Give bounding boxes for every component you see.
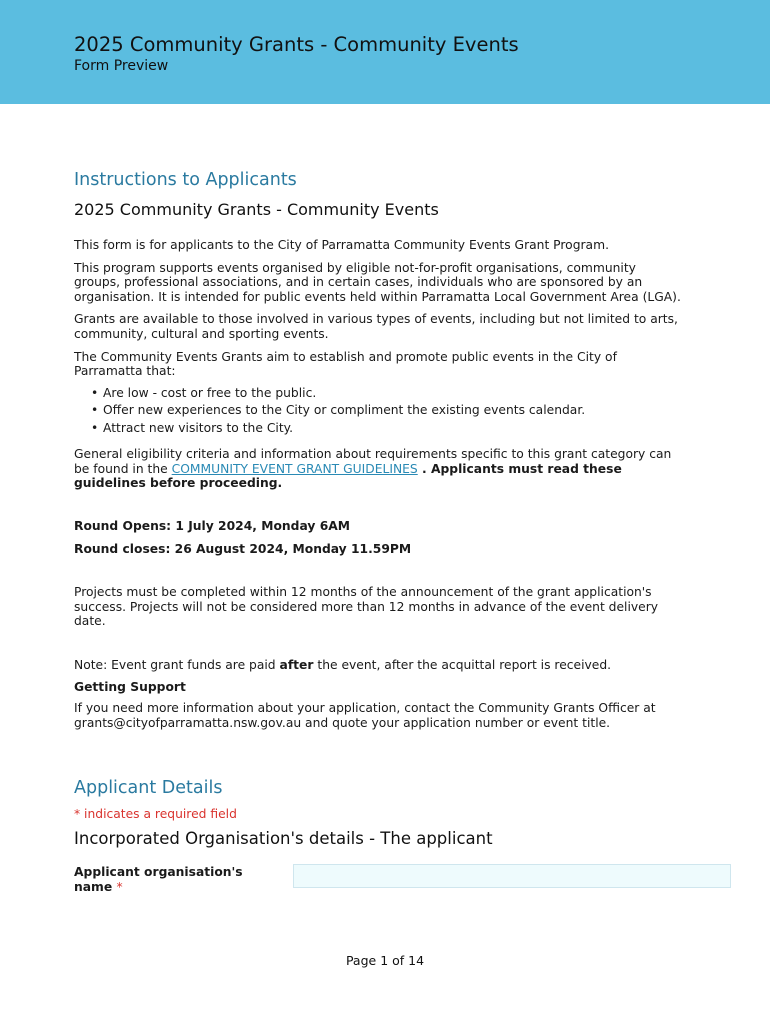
org-name-label: Applicant organisation's name * [74, 865, 243, 894]
header-band [0, 0, 770, 104]
form-subtitle: Form Preview [74, 58, 169, 74]
bullet-icon: • [91, 385, 99, 400]
instructions-para-2: This program supports events organised by eligible not-for-profit organisations, community groups, professional associations, and in certain cases, individuals who are sponsored by an organisation. It is intended for public events held within Parramatta Local Government Area (LGA). [74, 260, 681, 304]
org-name-row [74, 865, 684, 897]
applicant-heading: Applicant Details [74, 778, 223, 799]
instructions-para-1: This form is for applicants to the City of Parramatta Community Events Grant Program. [74, 238, 609, 252]
list-item: • Offer new experiences to the City or compliment the existing events calendar. [74, 402, 684, 420]
support-heading: Getting Support [74, 679, 186, 694]
projects-para: Projects must be completed within 12 months of the announcement of the grant application's success. Projects will not be considered more than 12 months in advance of the event delivery date. [74, 585, 659, 629]
bullet-icon: • [91, 420, 99, 435]
instructions-heading: Instructions to Applicants [74, 170, 297, 190]
incorporated-org-heading: Incorporated Organisation's details - The applicant [74, 829, 493, 849]
form-content [74, 170, 684, 897]
bullet-icon: • [91, 403, 99, 418]
round-closes: Round closes: 26 August 2024, Monday 11.59PM [74, 541, 412, 556]
guidelines-warning: . Applicants must read these guidelines before proceeding. [74, 461, 622, 491]
round-opens: Round Opens: 1 July 2024, Monday 6AM [74, 519, 351, 534]
instructions-para-4: The Community Events Grants aim to establish and promote public events in the City of Parramatta that: [74, 349, 617, 379]
aims-list [74, 385, 684, 438]
org-name-input[interactable] [293, 864, 731, 888]
note-para: Note: Event grant funds are paid after the event, after the acquittal report is received. [74, 658, 612, 672]
required-star: * [116, 879, 123, 894]
list-item: • Attract new visitors to the City. [74, 420, 684, 438]
list-item: • Are low - cost or free to the public. [74, 385, 684, 403]
form-title: 2025 Community Grants - Community Events [74, 33, 519, 56]
required-note: * indicates a required field [74, 807, 237, 822]
instructions-subheading: 2025 Community Grants - Community Events [74, 200, 439, 219]
support-text: If you need more information about your application, contact the Community Grants Officer at grants@cityofparramatta.nsw.gov.au and quote your application number or event title. [74, 701, 656, 730]
page-number: Page 1 of 14 [345, 953, 425, 968]
instructions-para-3: Grants are available to those involved in various types of events, including but not limited to arts, community, cultural and sporting events. [74, 312, 678, 341]
eligibility-para: General eligibility criteria and information about requirements specific to this grant category can be found in the COMMUNITY EVENT GRANT GUIDELINES . Applicants must read these guidelines before proceeding. [74, 447, 672, 491]
guidelines-link[interactable]: COMMUNITY EVENT GRANT GUIDELINES [171, 461, 418, 476]
